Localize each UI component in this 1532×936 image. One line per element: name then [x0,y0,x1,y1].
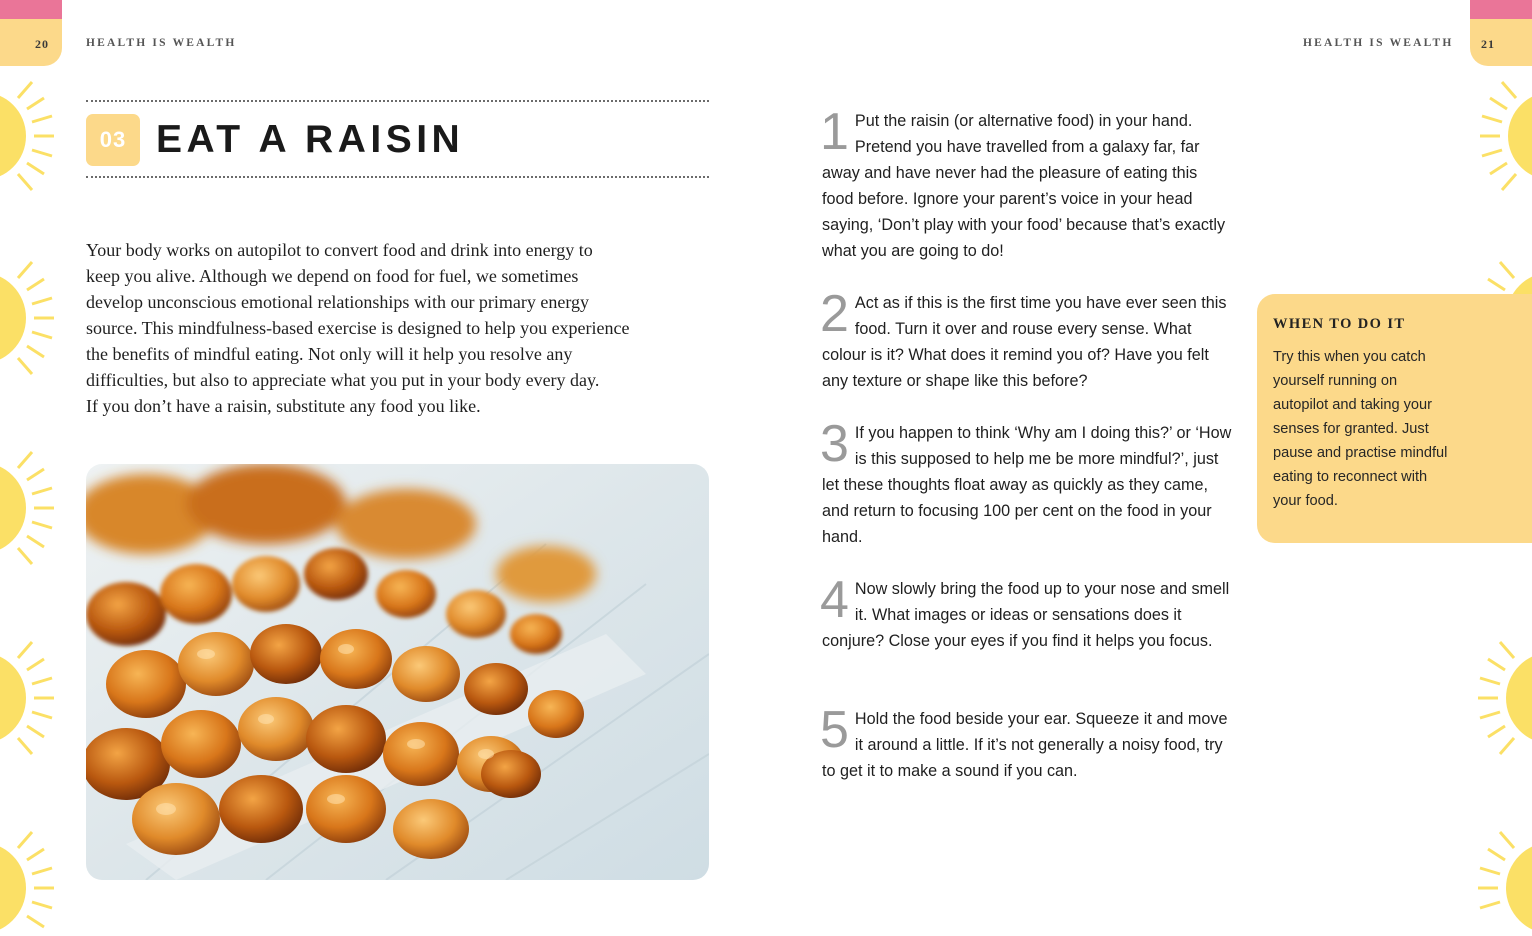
step-text: Act as if this is the first time you have ever seen this food. Turn it over and rouse every sense. What colour is it? What does it remind you of? Have you felt any texture or shape like this before? [822,294,1227,390]
page-corner-tab [1470,0,1532,66]
intro-line: source. This mindfulness-based exercise is designed to help you experience [86,318,630,338]
raisins-photo [86,464,709,880]
step-number: 4 [820,571,849,629]
sun-decoration-left [0,66,56,936]
intro-line: Your body works on autopilot to convert food and drink into energy to [86,240,593,260]
step-number: 3 [820,415,849,473]
title-rule-top [86,100,709,102]
step-number: 2 [820,285,849,343]
tip-line: eating to reconnect with [1273,469,1428,485]
tip-line: yourself running on [1273,373,1398,389]
step-number: 1 [820,103,849,161]
step-5 [820,701,1232,784]
running-head: HEALTH IS WEALTH [86,37,237,49]
step-2 [820,285,1232,394]
intro-line: If you don’t have a raisin, substitute any food you like. [86,396,481,416]
page-corner-tab [0,0,62,66]
exercise-number-badge: 03 [86,114,140,166]
tip-heading: WHEN TO DO IT [1273,316,1406,332]
page-number: 21 [1481,37,1495,51]
running-head: HEALTH IS WEALTH [1303,37,1454,49]
tip-line: your food. [1273,493,1338,509]
intro-line: develop unconscious emotional relationships with our primary energy [86,292,590,312]
pink-stripe [1470,0,1532,19]
page-title: EAT A RAISIN [156,118,465,161]
intro-paragraph [86,237,696,419]
tip-line: senses for granted. Just [1273,421,1429,437]
step-1 [820,103,1232,264]
sun-icon [1478,642,1532,754]
sun-icon [1478,832,1532,934]
pink-stripe [0,0,62,19]
step-3 [820,415,1232,550]
sun-icon [0,832,54,934]
step-text: If you happen to think ‘Why am I doing this?’ or ‘How is this supposed to help me be more mindful?’, just let these thoughts float away as quickly as they came, and return to focusing 100 per cent on the food in your hand. [822,424,1232,546]
intro-line: the benefits of mindful eating. Not only will it help you resolve any [86,344,573,364]
tip-line: pause and practise mindful [1273,445,1448,461]
title-rule-bottom [86,176,709,178]
sun-icon [0,82,54,190]
intro-line: keep you alive. Although we depend on food for fuel, we sometimes [86,266,579,286]
step-text: Now slowly bring the food up to your nose and smell it. What images or ideas or sensations does it conjure? Close your eyes if you find it helps you focus. [822,580,1230,650]
sun-icon [0,642,54,754]
tip-line: Try this when you catch [1273,349,1426,365]
intro-line: difficulties, but also to appreciate what you put in your body every day. [86,370,600,390]
sun-icon [0,452,54,564]
step-4 [820,571,1232,654]
tip-text [1273,345,1478,513]
step-number: 5 [820,701,849,759]
step-text: Hold the food beside your ear. Squeeze it and move it around a little. If it’s not generally a noisy food, try to get it to make a sound if you can. [822,710,1228,780]
page-number: 20 [35,37,49,51]
tip-line: autopilot and taking your [1273,397,1433,413]
when-to-do-it-box [1257,294,1532,543]
sun-icon [1480,82,1532,190]
sun-icon [0,262,54,374]
step-text: Put the raisin (or alternative food) in your hand. Pretend you have travelled from a galaxy far, far away and have never had the pleasure of eating this food before. Ignore your parent’s voice in your head saying, ‘Don’t play with your food’ because that’s exactly what you are going to do! [822,112,1226,260]
